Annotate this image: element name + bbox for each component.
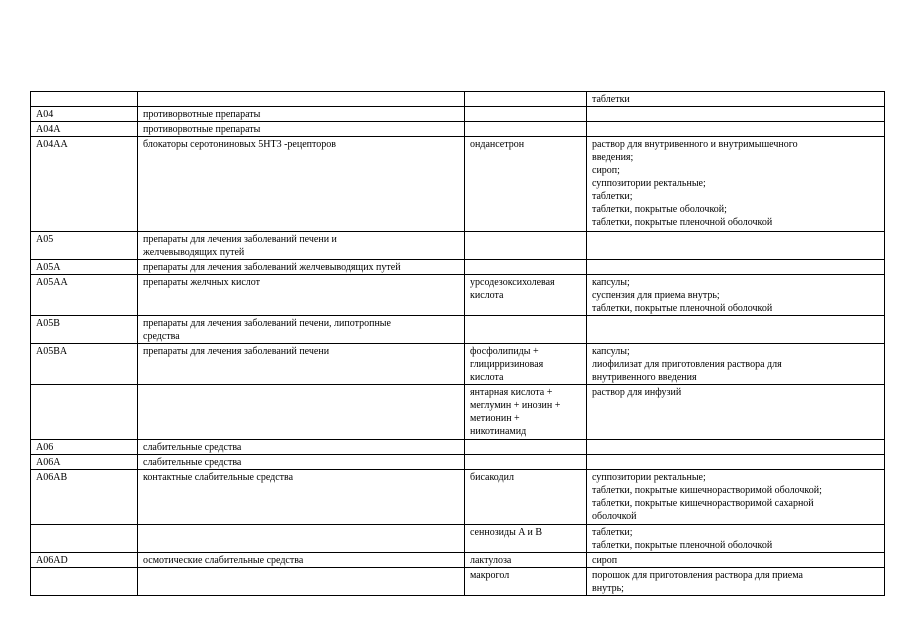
atc-group-cell: противорвотные препараты xyxy=(138,122,465,137)
atc-code-cell: A05BA xyxy=(31,344,138,385)
atc-code-cell: A04A xyxy=(31,122,138,137)
atc-code-cell: A04 xyxy=(31,107,138,122)
atc-code-cell xyxy=(31,525,138,553)
atc-code-cell: A05A xyxy=(31,260,138,275)
atc-code-cell xyxy=(31,568,138,596)
atc-code-cell: A06AD xyxy=(31,553,138,568)
atc-group-cell xyxy=(138,92,465,107)
table-row xyxy=(31,344,885,385)
dosage-form-cell: таблетки xyxy=(587,92,885,107)
table-row xyxy=(31,385,885,440)
table-row xyxy=(31,107,885,122)
atc-code-cell: A04AA xyxy=(31,137,138,232)
atc-group-cell: препараты желчных кислот xyxy=(138,275,465,316)
dosage-form-cell: таблетки; таблетки, покрытые пленочной оболочкой xyxy=(587,525,885,553)
dosage-form-cell: суппозитории ректальные; таблетки, покрытые кишечнорастворимой оболочкой; таблетки, покрытые кишечнорастворимой сахарной оболочкой xyxy=(587,470,885,525)
table-body xyxy=(31,92,885,596)
table-row xyxy=(31,122,885,137)
atc-group-cell: препараты для лечения заболеваний желчевыводящих путей xyxy=(138,260,465,275)
dosage-form-cell xyxy=(587,232,885,260)
substance-cell: ондансетрон xyxy=(465,137,587,232)
atc-code-cell: A06 xyxy=(31,440,138,455)
atc-group-cell: контактные слабительные средства xyxy=(138,470,465,525)
atc-group-cell: противорвотные препараты xyxy=(138,107,465,122)
atc-code-cell: A05 xyxy=(31,232,138,260)
substance-cell: лактулоза xyxy=(465,553,587,568)
atc-code-cell: A06AB xyxy=(31,470,138,525)
atc-code-cell xyxy=(31,385,138,440)
substance-cell xyxy=(465,92,587,107)
substance-cell: макрогол xyxy=(465,568,587,596)
table-row xyxy=(31,525,885,553)
dosage-form-cell: капсулы; лиофилизат для приготовления раствора для внутривенного введения xyxy=(587,344,885,385)
atc-group-cell xyxy=(138,525,465,553)
table-row xyxy=(31,553,885,568)
atc-group-cell: слабительные средства xyxy=(138,455,465,470)
atc-group-cell: блокаторы серотониновых 5HT3 -рецепторов xyxy=(138,137,465,232)
dosage-form-cell: раствор для внутривенного и внутримышечного введения; сироп; суппозитории ректальные; таблетки; таблетки, покрытые оболочкой; таблетки, покрытые пленочной оболочкой xyxy=(587,137,885,232)
table-row xyxy=(31,232,885,260)
atc-group-cell: препараты для лечения заболеваний печени и желчевыводящих путей xyxy=(138,232,465,260)
table-row xyxy=(31,137,885,232)
atc-group-cell xyxy=(138,568,465,596)
dosage-form-cell xyxy=(587,440,885,455)
table-row xyxy=(31,260,885,275)
substance-cell: фосфолипиды + глицирризиновая кислота xyxy=(465,344,587,385)
table-row xyxy=(31,470,885,525)
table-row xyxy=(31,316,885,344)
dosage-form-cell: порошок для приготовления раствора для приема внутрь; xyxy=(587,568,885,596)
substance-cell: бисакодил xyxy=(465,470,587,525)
dosage-form-cell xyxy=(587,316,885,344)
substance-cell xyxy=(465,440,587,455)
dosage-form-cell: сироп xyxy=(587,553,885,568)
table-row xyxy=(31,455,885,470)
substance-cell xyxy=(465,107,587,122)
dosage-form-cell xyxy=(587,260,885,275)
substance-cell xyxy=(465,455,587,470)
dosage-form-cell xyxy=(587,107,885,122)
substance-cell xyxy=(465,260,587,275)
substance-cell: сеннозиды A и B xyxy=(465,525,587,553)
atc-group-cell: препараты для лечения заболеваний печени xyxy=(138,344,465,385)
substance-cell xyxy=(465,316,587,344)
dosage-form-cell: раствор для инфузий xyxy=(587,385,885,440)
drug-classification-table xyxy=(30,91,885,596)
substance-cell xyxy=(465,122,587,137)
dosage-form-cell xyxy=(587,455,885,470)
table-row xyxy=(31,275,885,316)
atc-group-cell: слабительные средства xyxy=(138,440,465,455)
atc-code-cell: A05B xyxy=(31,316,138,344)
substance-cell: янтарная кислота + меглумин + инозин + метионин + никотинамид xyxy=(465,385,587,440)
substance-cell xyxy=(465,232,587,260)
dosage-form-cell: капсулы; суспензия для приема внутрь; таблетки, покрытые пленочной оболочкой xyxy=(587,275,885,316)
table-row xyxy=(31,568,885,596)
atc-code-cell xyxy=(31,92,138,107)
table-row xyxy=(31,92,885,107)
atc-group-cell: препараты для лечения заболеваний печени, липотропные средства xyxy=(138,316,465,344)
atc-code-cell: A05AA xyxy=(31,275,138,316)
dosage-form-cell xyxy=(587,122,885,137)
table-row xyxy=(31,440,885,455)
atc-group-cell xyxy=(138,385,465,440)
atc-group-cell: осмотические слабительные средства xyxy=(138,553,465,568)
substance-cell: урсодезоксихолевая кислота xyxy=(465,275,587,316)
atc-code-cell: A06A xyxy=(31,455,138,470)
